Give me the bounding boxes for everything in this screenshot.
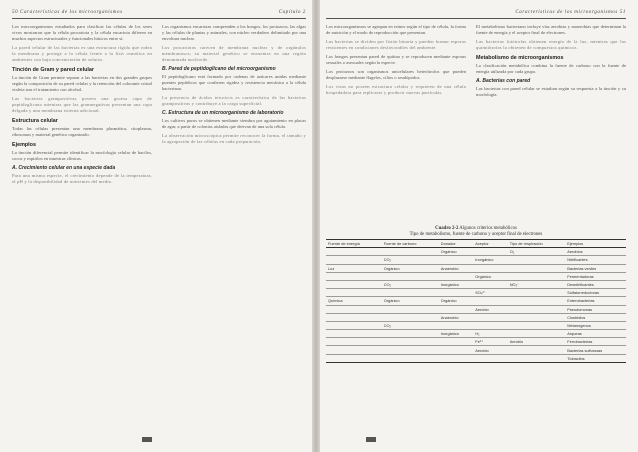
table-cell: Pseudomonas [565,305,626,313]
table-cell [439,305,473,313]
body-paragraph: Para una misma especie, el crecimiento depende de la temperatura, el pH y la disponibilidad de nutrientes del medio. [12,173,152,184]
table-body [326,248,626,363]
table-cell: Luz [326,264,382,272]
table-cell [382,330,439,338]
table-cell [326,354,382,362]
table-cell [326,346,382,354]
table-cell [326,330,382,338]
table-cell [439,289,473,297]
table-row [326,272,626,280]
table-cell: Ferrobacterias [565,338,626,346]
table-caption-label: Cuadro 2-2 [435,226,459,231]
table-row [326,280,626,288]
left-page-footer-mark [142,437,152,442]
table-cell: Enterobacterias [565,297,626,305]
table-cell [508,256,565,264]
table-cell [473,280,507,288]
body-paragraph: La presencia de ácidos teicoicos es característica de las bacterias grampositivas y contribuye a la carga superficial. [162,95,306,106]
table-cell [382,338,439,346]
table-cell: Orgánico [382,297,439,305]
table-row [326,313,626,321]
table-cell [508,289,565,297]
table-header-cell: Fuente de carbono [382,240,439,248]
table-cell: Desnitrificantes [565,280,626,288]
table-cell: Aerobio [508,338,565,346]
table-row [326,305,626,313]
table-cell [473,248,507,256]
table-cell [508,330,565,338]
table-cell: Inorgánico [439,330,473,338]
body-paragraph: Todas las células presentan una membrana plasmática, citoplasma, ribosomas y material genético organizado. [12,126,152,137]
section-heading: Tinción de Gram y pared celular [12,67,94,73]
body-paragraph: Los hongos presentan pared de quitina y se reproducen mediante esporas sexuales o asexuales según la especie. [326,54,466,65]
left-running-head-title: 50 Características de los microorganismos [12,10,123,15]
table-cell: Orgánico [439,297,473,305]
table-cell [439,346,473,354]
table-caption-title: Algunos criterios metabólicos [459,226,517,231]
table-row [326,289,626,297]
table-cell: Aerobios [565,248,626,256]
table-cell [326,256,382,264]
subsection-heading: A. Crecimiento celular en una especie dada [12,165,116,171]
table-row [326,248,626,256]
table-cell [382,248,439,256]
table-cell [382,305,439,313]
table-row [326,297,626,305]
table-header-cell: Aceptor [473,240,507,248]
right-page [326,8,626,444]
table-cell [326,313,382,321]
subsection-heading: A. Bacterias con pared [476,78,531,84]
metabolic-table-grid [326,239,626,363]
table-cell [382,289,439,297]
body-paragraph: El peptidoglicano está formado por cadenas de azúcares unidas mediante puentes peptídicos que confieren rigidez y resistencia mecánica a la célula bacteriana. [162,74,306,91]
table-cell: Orgánico [439,248,473,256]
table-cell: Arqueas [565,330,626,338]
body-paragraph: La tinción de Gram permite separar a las bacterias en dos grandes grupos según la composición de su pared celular y la retención del colorante cristal violeta tras el tratamiento con alcohol. [12,75,152,92]
body-paragraph: El metabolismo bacteriano incluye vías aerobias y anaerobias que determinan la fuente de energía y el aceptor final de electrones. [476,24,626,35]
table-row [326,346,626,354]
table-cell [382,346,439,354]
body-paragraph: Las bacterias fotótrofas obtienen energía de la luz, mientras que las quimiótrofas la obtienen de compuestos químicos. [476,39,626,50]
table-row [326,338,626,346]
table-cell [508,354,565,362]
table-cell [439,354,473,362]
table-cell: Bacterias verdes [565,264,626,272]
table-cell: Inorgánico [439,280,473,288]
table-header-cell: Fuente de energía [326,240,382,248]
body-paragraph: Los microorganismos se agrupan en reinos según el tipo de célula, la forma de nutrición y el modo de reproducción que presentan. [326,24,466,35]
table-cell: Aerobio [473,305,507,313]
table-cell: Fe²⁺ [473,338,507,346]
left-page [12,8,306,444]
table-cell [508,305,565,313]
body-paragraph: La clasificación metabólica combina la fuente de carbono con la fuente de energía utilizada por cada grupo. [476,63,626,74]
left-running-head-chapter: Capítulo 2 [278,10,306,15]
metabolic-table [326,226,626,363]
section-heading: Estructura celular [12,118,58,124]
body-paragraph: Las bacterias grampositivas poseen una gruesa capa de peptidoglicano mientras que las gramnegativas presentan una capa delgada y una membrana externa adicional. [12,96,152,113]
table-cell [326,280,382,288]
table-cell: Aerobio [473,346,507,354]
table-row [326,321,626,329]
table-cell [326,305,382,313]
table-cell [439,272,473,280]
left-page-column-1 [12,24,152,188]
body-paragraph: Las bacterias con pared celular se estudian según su respuesta a la tinción y su morfología. [476,86,626,97]
table-cell [326,321,382,329]
table-cell: Orgánico [473,272,507,280]
table-cell [326,289,382,297]
body-paragraph: Las bacterias se dividen por fisión binaria y pueden formar esporas resistentes en condiciones desfavorables del ambiente. [326,39,466,50]
table-cell [508,321,565,329]
right-page-column-1 [326,24,466,99]
table-cell: Bacterias sulfurosas [565,346,626,354]
table-cell [508,346,565,354]
table-cell [439,338,473,346]
table-cell: Química [326,297,382,305]
table-cell [382,354,439,362]
table-cell: Sulfatorreductoras [565,289,626,297]
table-cell: O₂ [508,248,565,256]
body-paragraph: Los virus no poseen estructura celular y requieren de una célula hospedadora para replicarse y producir nuevas partículas. [326,84,466,95]
table-cell: CO₂ [382,256,439,264]
table-cell [508,297,565,305]
body-paragraph: Los cultivos puros se obtienen mediante siembra por agotamiento en placas de agar, a partir de colonias aisladas que derivan de una sola célula. [162,118,306,129]
section-heading: Metabolismo de microorganismos [476,55,564,61]
subsection-heading: C. Estructura de un microorganismo de laboratorio [162,110,284,116]
table-cell [382,313,439,321]
table-header-row [326,240,626,248]
table-cell [439,321,473,329]
right-page-footer-mark [366,437,376,442]
table-cell: CO₂ [382,321,439,329]
table-cell: CO₂ [382,280,439,288]
table-cell [439,256,473,264]
table-cell: Orgánico [382,264,439,272]
book-gutter [312,0,320,452]
table-header-cell: Donador [439,240,473,248]
table-cell: Clostridios [565,313,626,321]
body-paragraph: Los organismos eucariotas comprenden a los hongos, los protozoos, las algas y las células de plantas y animales, con núcleo verdadero delimitado por una envoltura nuclear. [162,24,306,41]
table-caption [326,226,626,237]
table-cell: SO₄²⁻ [473,289,507,297]
table-cell [473,354,507,362]
table-cell [473,297,507,305]
table-header-cell: Tipo de respiración [508,240,565,248]
body-paragraph: Los protozoos son organismos unicelulares heterótrofos que pueden desplazarse mediante flagelos, cilios o seudópodos. [326,69,466,80]
table-cell: Inorgánico [473,256,507,264]
left-page-column-2 [162,24,306,148]
table-row [326,354,626,362]
table-row [326,264,626,272]
body-paragraph: Los microorganismos estudiados para clasificar las células de los seres vivos mostraron que la célula procariota y la célula eucariota difieren en muchos aspectos estructurales y funcionales básicos entre sí. [12,24,152,41]
table-row [326,256,626,264]
right-running-head-title: Características de los microorganismos 51 [515,10,626,15]
table-cell [326,272,382,280]
section-heading: Ejemplos [12,142,36,148]
table-cell [382,272,439,280]
table-cell: Anaerobio [439,264,473,272]
table-cell [473,264,507,272]
table-cell [473,313,507,321]
right-page-column-2 [476,24,626,101]
right-running-head [326,8,626,19]
subsection-heading: B. Pared de peptidoglicano del microorganismo [162,66,276,72]
body-paragraph: La observación microscópica permite reconocer la forma, el tamaño y la agrupación de las células en cada preparación. [162,133,306,144]
table-cell [508,264,565,272]
table-cell: Metanógenos [565,321,626,329]
table-row [326,330,626,338]
table-cell [326,248,382,256]
table-cell: Nitrificantes [565,256,626,264]
table-cell [473,321,507,329]
table-cell: NO₃⁻ [508,280,565,288]
table-cell: Anaerobio [439,313,473,321]
body-paragraph: Los procariotas carecen de membrana nuclear y de orgánulos membranosos; su material genético se encuentra en una región denominada nucleoide. [162,45,306,62]
table-cell: H₂ [473,330,507,338]
table-cell [508,272,565,280]
table-cell [326,338,382,346]
body-paragraph: La tinción diferencial permite identificar la morfología celular de bacilos, cocos y espirilos en muestras clínicas. [12,150,152,161]
table-cell: Tiobacilos [565,354,626,362]
left-running-head [12,8,306,19]
table-header-cell: Ejemplos [565,240,626,248]
body-paragraph: La pared celular de las bacterias es una estructura rígida que rodea la membrana y protege a la célula frente a la lisis osmótica en ambientes con baja concentración de solutos. [12,45,152,62]
table-cell: Fermentadoras [565,272,626,280]
table-cell [508,313,565,321]
table-caption-subtitle: Tipo de metabolismo, fuente de carbono y aceptor final de electrones [409,231,543,237]
